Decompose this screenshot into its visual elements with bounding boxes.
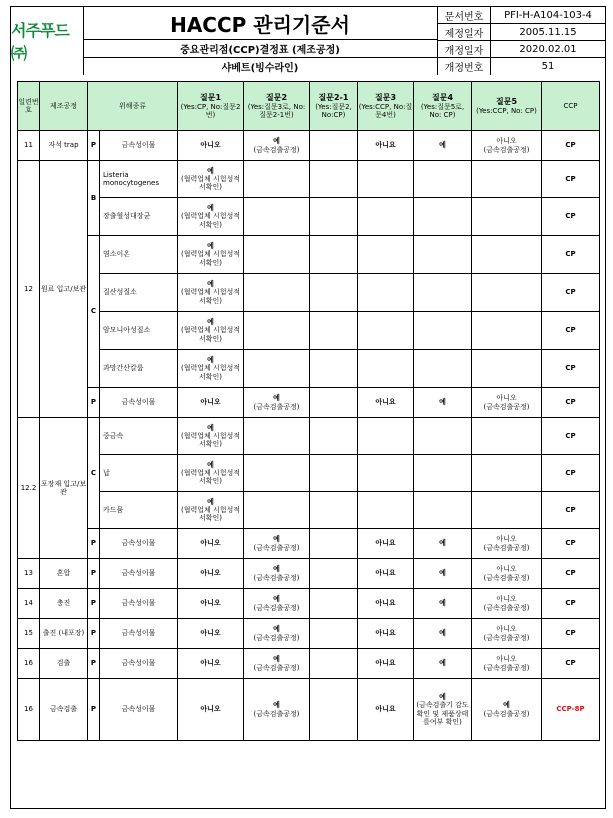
q1-answer: 아니오 [178, 589, 244, 619]
ccp-value: CP [542, 418, 600, 455]
col-ccp: CCP [542, 82, 600, 131]
q3-answer: 아니요 [358, 589, 414, 619]
q4-answer: 예 (금속검출기 감도확인 및 제품상태를여부 확인) [414, 679, 472, 741]
hazard-name: 암모니아성질소 [100, 312, 178, 350]
row-no: 16 [18, 649, 40, 679]
hazard-name: 금속성이물 [100, 679, 178, 741]
ccp-value: CP [542, 589, 600, 619]
q3-answer: 아니요 [358, 619, 414, 649]
q2-answer: 예 (금속검출공정) [244, 679, 310, 741]
q21-answer [310, 131, 358, 161]
hazard-name: 금속성이물 [100, 589, 178, 619]
q1-answer: 예 (협력업체 시험성적서확인) [178, 312, 244, 350]
hazard-type: C [88, 418, 100, 529]
col-q21: 질문2-1 (Yes:질문2, No:CP) [310, 82, 358, 131]
col-q1: 질문1 (Yes:CP, No:질문2번) [178, 82, 244, 131]
hazard-name: 장출혈성대장균 [100, 198, 178, 236]
hazard-name: 금속성이물 [100, 559, 178, 589]
meta-value: 2005.11.15 [519, 26, 577, 38]
col-q5: 질문5 (Yes:CCP, No: CP) [472, 82, 542, 131]
row-process: 포장재 입고/보관 [40, 418, 88, 559]
q4-answer: 예 [414, 388, 472, 418]
meta-value: PFI-H-A104-103-4 [504, 9, 592, 21]
row-no: 13 [18, 559, 40, 589]
row-no: 15 [18, 619, 40, 649]
q5-answer: 아니오 (금속검출공정) [472, 649, 542, 679]
q2-answer: 예 (금속검출공정) [244, 619, 310, 649]
hazard-type: P [88, 529, 100, 559]
col-q2: 질문2 (Yes:질문3로, No: 질문2-1번) [244, 82, 310, 131]
meta-table [438, 7, 605, 75]
hazard-type: B [88, 161, 100, 236]
row-process: 금속검출 [40, 679, 88, 741]
hazard-name: 납 [100, 455, 178, 492]
hazard-type: P [88, 649, 100, 679]
doc-line: 샤베트(빙수라인) [221, 63, 299, 74]
ccp-value: CP [542, 274, 600, 312]
q5-answer: 아니오 (금속검출공정) [472, 559, 542, 589]
q1-answer: 예 (협력업체 시험성적서확인) [178, 161, 244, 198]
q1-answer: 아니오 [178, 649, 244, 679]
q1-answer: 아니오 [178, 679, 244, 741]
meta-value: 2020.02.01 [519, 43, 577, 55]
row-process: 충진 [40, 589, 88, 619]
hazard-type: P [88, 679, 100, 741]
col-q4: 질문4 (Yes:질문5로, No: CP) [414, 82, 472, 131]
ccp-value: CP [542, 455, 600, 492]
table-row [18, 492, 600, 529]
table-row [18, 131, 600, 161]
row-no: 12.2 [18, 418, 40, 559]
row-no: 12 [18, 161, 40, 418]
logo-box [11, 7, 84, 75]
hazard-type: P [88, 619, 100, 649]
hazard-name: 금속성이물 [100, 649, 178, 679]
col-no: 일련번호 [18, 82, 40, 131]
q4-answer: 예 [414, 589, 472, 619]
ccp-value: CP [542, 198, 600, 236]
row-process: 출진 (내포장) [40, 619, 88, 649]
ccp-value: CP [542, 236, 600, 274]
meta-row [438, 24, 605, 41]
row-no: 14 [18, 589, 40, 619]
q4-answer: 예 [414, 131, 472, 161]
meta-row [438, 7, 605, 24]
hazard-name: 금속성이물 [100, 388, 178, 418]
title-box [83, 7, 438, 75]
q3-answer: 아니요 [358, 559, 414, 589]
ccp-value: CP [542, 131, 600, 161]
hazard-name: 카드뮴 [100, 492, 178, 529]
meta-row [438, 41, 605, 58]
hazard-type: C [88, 236, 100, 388]
q3-answer: 아니요 [358, 529, 414, 559]
row-process: 혼합 [40, 559, 88, 589]
meta-row [438, 58, 605, 75]
ccp-value: CP [542, 529, 600, 559]
q3-answer: 아니요 [358, 388, 414, 418]
q1-answer: 아니오 [178, 388, 244, 418]
q1-answer: 아니오 [178, 619, 244, 649]
q4-answer: 예 [414, 529, 472, 559]
table-row [18, 312, 600, 350]
header-row [18, 82, 600, 131]
q1-answer: 예 (협력업체 시험성적서확인) [178, 236, 244, 274]
q1-answer: 예 (협력업체 시험성적서확인) [178, 455, 244, 492]
table-row [18, 529, 600, 559]
row-process: 자석 trap [40, 131, 88, 161]
row-no: 11 [18, 131, 40, 161]
q2-answer: 예 (금속검출공정) [244, 388, 310, 418]
q1-answer: 예 (협력업체 시험성적서확인) [178, 198, 244, 236]
table-row [18, 350, 600, 388]
doc-title: HACCP 관리기준서 [83, 7, 437, 40]
meta-key: 개정번호 [438, 58, 491, 75]
q3-answer: 아니요 [358, 131, 414, 161]
q1-answer: 예 (협력업체 시험성적서확인) [178, 274, 244, 312]
ccp-value-critical: CCP-8P [542, 679, 600, 741]
table-row [18, 388, 600, 418]
q4-answer: 예 [414, 619, 472, 649]
hazard-name: 염소이온 [100, 236, 178, 274]
meta-key: 문서번호 [438, 7, 491, 23]
table-row [18, 236, 600, 274]
q1-answer: 예 (협력업체 시험성적서확인) [178, 350, 244, 388]
q1-answer: 아니오 [178, 529, 244, 559]
row-no: 16 [18, 679, 40, 741]
q1-answer: 예 (협력업체 시험성적서확인) [178, 492, 244, 529]
ccp-value: CP [542, 619, 600, 649]
table-row [18, 679, 600, 741]
hazard-type: P [88, 589, 100, 619]
table-row [18, 649, 600, 679]
col-q3: 질문3 (Yes:CCP, No:질문4번) [358, 82, 414, 131]
company-logo: 서주푸드㈜ [11, 21, 69, 63]
row-process: 검출 [40, 649, 88, 679]
document-page [10, 6, 606, 809]
ccp-value: CP [542, 161, 600, 198]
q4-answer: 예 [414, 649, 472, 679]
table-row [18, 589, 600, 619]
q2-answer: 예 (금속검출공정) [244, 559, 310, 589]
q5-answer: 아니오 (금속검출공정) [472, 388, 542, 418]
ccp-value: CP [542, 559, 600, 589]
hazard-type: P [88, 131, 100, 161]
q5-answer: 아니오 (금속검출공정) [472, 589, 542, 619]
doc-subtitle: 중요관리점(CCP)결정표 (제조공정) [83, 40, 437, 58]
q2-answer: 예 (금속검출공정) [244, 649, 310, 679]
table-row [18, 455, 600, 492]
hazard-name: 금속성이물 [100, 131, 178, 161]
table-row [18, 274, 600, 312]
q5-answer: 아니오 (금속검출공정) [472, 131, 542, 161]
table-row [18, 161, 600, 198]
q2-answer: 예 (금속검출공정) [244, 589, 310, 619]
col-process: 제조공정 [40, 82, 88, 131]
col-hazard: 위해종류 [88, 82, 178, 131]
table-row [18, 619, 600, 649]
ccp-value: CP [542, 388, 600, 418]
q5-answer: 아니오 (금속검출공정) [472, 619, 542, 649]
meta-value: 51 [541, 61, 555, 72]
hazard-type: P [88, 388, 100, 418]
table-row [18, 198, 600, 236]
q2-answer: 예 (금속검출공정) [244, 131, 310, 161]
hazard-name: 과망간산칼륨 [100, 350, 178, 388]
q1-answer: 예 (협력업체 시험성적서확인) [178, 418, 244, 455]
ccp-decision-table [17, 81, 600, 741]
ccp-value: CP [542, 350, 600, 388]
q2-answer: 예 (금속검출공정) [244, 529, 310, 559]
row-process: 원료 입고/보관 [40, 161, 88, 418]
meta-key: 개정일자 [438, 41, 491, 57]
q3-answer: 아니요 [358, 649, 414, 679]
q5-answer: 예 (금속검출공정) [472, 679, 542, 741]
q1-answer: 아니오 [178, 559, 244, 589]
q3-answer: 아니요 [358, 679, 414, 741]
hazard-name: 질산성질소 [100, 274, 178, 312]
hazard-name: 중금속 [100, 418, 178, 455]
ccp-value: CP [542, 312, 600, 350]
ccp-value: CP [542, 649, 600, 679]
ccp-value: CP [542, 492, 600, 529]
hazard-name: 금속성이물 [100, 529, 178, 559]
table-row [18, 559, 600, 589]
meta-key: 제정일자 [438, 24, 491, 40]
hazard-name: 금속성이물 [100, 619, 178, 649]
table-row [18, 418, 600, 455]
q1-answer: 아니오 [178, 131, 244, 161]
hazard-type: P [88, 559, 100, 589]
q4-answer: 예 [414, 559, 472, 589]
hazard-name: Listeria monocytogenes [100, 161, 178, 198]
header [11, 7, 605, 75]
q5-answer: 아니오 (금속검출공정) [472, 529, 542, 559]
